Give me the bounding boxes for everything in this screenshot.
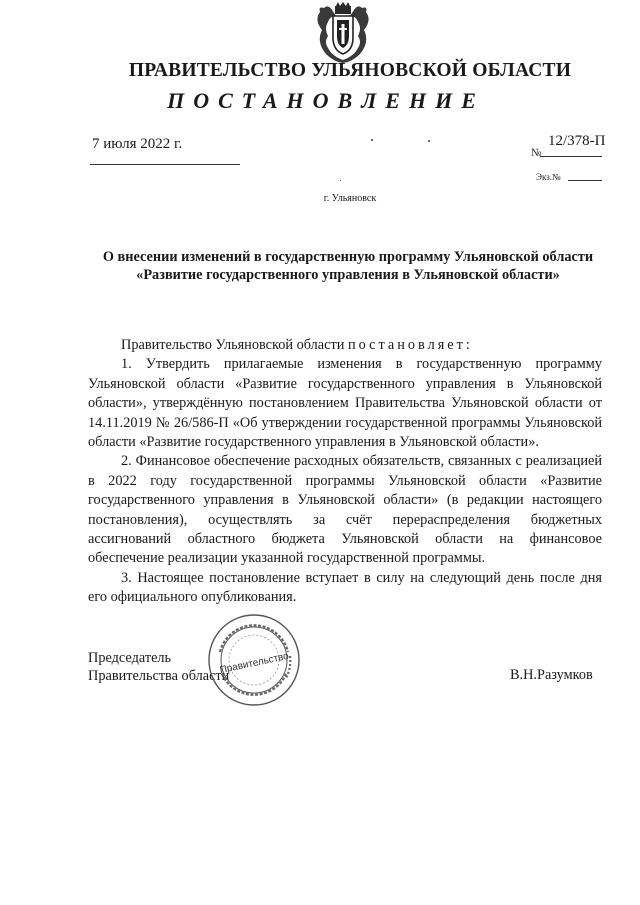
preamble-lead: Правительство Ульяновской области: [121, 337, 348, 353]
signatory-position-line-2: Правительства области: [88, 668, 230, 684]
document-date: 7 июля 2022 г.: [92, 136, 183, 152]
scan-speck: [428, 140, 430, 142]
scan-speck: [340, 180, 341, 181]
government-name: ПРАВИТЕЛЬСТВО УЛЬЯНОВСКОЙ ОБЛАСТИ: [128, 60, 572, 81]
number-sign: №: [531, 147, 542, 159]
copy-number-underline: [568, 180, 602, 181]
paragraph-1: 1. Утвердить прилагаемые изменения в государственную программу Ульяновской области «Развитие государственного управления в Ульяновской области», утверждённую постановлением Правительства Ульяновской области от 14.11.2019 № 26/586-П «Об утверждении государственной программы Ульяновской области «Развитие государственного управления в Ульяновской области».: [88, 356, 602, 451]
number-underline: [540, 156, 602, 157]
document-number: 12/378-П: [548, 133, 606, 149]
date-underline: [90, 164, 240, 165]
coat-of-arms-icon: [314, 2, 372, 64]
signatory-position-line-1: Председатель: [88, 650, 172, 666]
seal-text: Правительство: [218, 650, 290, 677]
preamble-decree-word: постановляет:: [347, 337, 473, 353]
paragraph-2: 2. Финансовое обеспечение расходных обязательств, связанных с реализацией в 2022 году государственной программы Ульяновской области «Развитие государственного управления в Ульяновской области» (в редакции настоящего постановления), осуществлять за счёт перераспределения бюджетных ассигнований областного бюджета Ульяновской области на финансовое обеспечение реализации указанной государственной программы.: [88, 453, 602, 567]
paragraph-3: 3. Настоящее постановление вступает в силу на следующий день после дня его официального опубликования.: [88, 569, 602, 606]
copy-number-label: Экз.№: [536, 172, 561, 182]
signatory-name: В.Н.Разумков: [510, 667, 593, 683]
scan-speck: [371, 139, 373, 141]
official-seal-icon: [206, 612, 302, 708]
document-type: ПОСТАНОВЛЕНИЕ: [167, 88, 485, 113]
document-body: [88, 336, 602, 608]
city: г. Ульяновск: [323, 193, 377, 204]
preamble: [88, 336, 602, 355]
document-title: О внесении изменений в государственную программу Ульяновской области «Развитие государственного управления в Ульяновской области»: [102, 249, 594, 283]
